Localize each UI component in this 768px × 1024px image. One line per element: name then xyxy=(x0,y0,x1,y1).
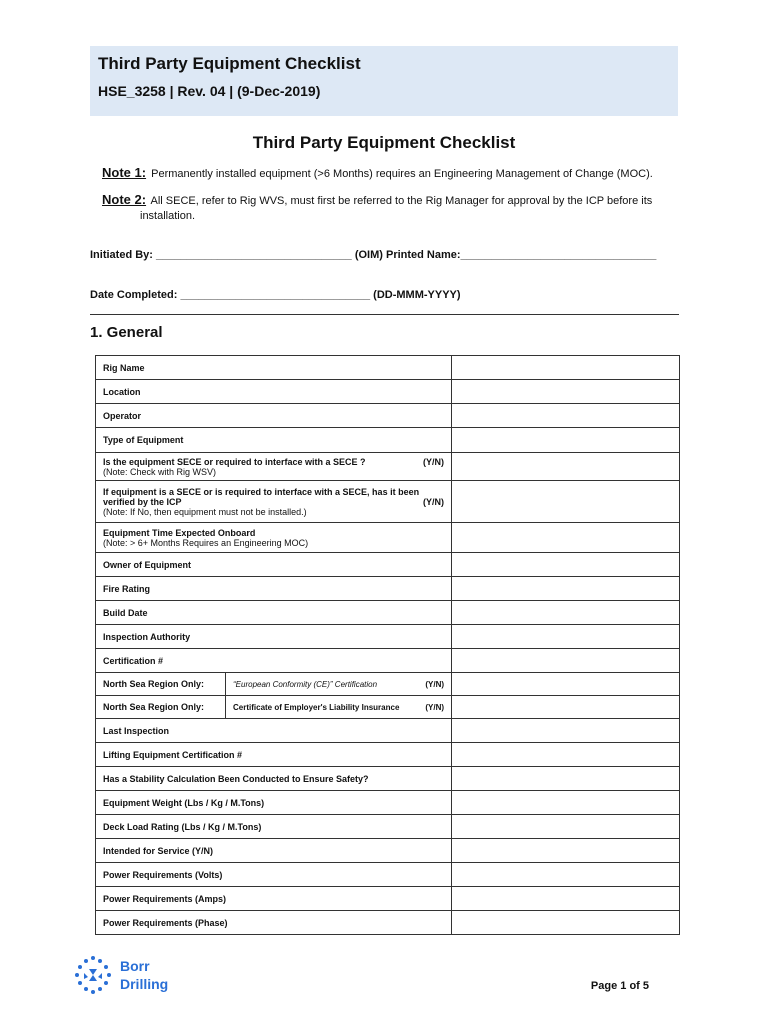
sece-note: (Note: Check with Rig WSV) xyxy=(103,466,217,477)
row-label: Power Requirements (Volts) xyxy=(96,863,452,887)
row-label: Type of Equipment xyxy=(96,428,452,453)
sece-question: Is the equipment SECE or required to interface with a SECE ? xyxy=(103,456,366,467)
table-row xyxy=(96,911,680,935)
value-cell[interactable] xyxy=(452,625,680,649)
row-label: Power Requirements (Amps) xyxy=(96,887,452,911)
row-label: Certification # xyxy=(96,649,452,673)
note-1-label: Note 1: xyxy=(102,165,147,180)
insurance-text: Certificate of Employer's Liability Insurance xyxy=(233,702,400,712)
table-row xyxy=(96,453,680,481)
value-cell[interactable] xyxy=(452,673,680,696)
table-row xyxy=(96,481,680,523)
table-row xyxy=(96,839,680,863)
document-header xyxy=(90,46,678,116)
table-row xyxy=(96,601,680,625)
yn-marker: (Y/N) xyxy=(425,679,445,689)
value-cell[interactable] xyxy=(452,428,680,453)
table-row xyxy=(96,625,680,649)
table-row xyxy=(96,863,680,887)
value-cell[interactable] xyxy=(452,481,680,523)
row-label: North Sea Region Only: xyxy=(96,673,226,696)
row-label: Location xyxy=(96,380,452,404)
row-label: Owner of Equipment xyxy=(96,553,452,577)
value-cell[interactable] xyxy=(452,719,680,743)
header-subtitle: HSE_3258 | Rev. 04 | (9-Dec-2019) xyxy=(98,83,321,99)
note-2-label: Note 2: xyxy=(102,192,147,207)
value-cell[interactable] xyxy=(452,887,680,911)
verified-note: (Note: If No, then equipment must not be installed.) xyxy=(103,506,307,517)
section-title: 1. General xyxy=(90,324,163,341)
row-label: Intended for Service (Y/N) xyxy=(96,839,452,863)
ce-cert-text: “European Conformity (CE)” Certification xyxy=(233,679,378,689)
table-row xyxy=(96,696,680,719)
value-cell[interactable] xyxy=(452,911,680,935)
yn-marker: (Y/N) xyxy=(423,496,445,507)
note-1 xyxy=(102,165,653,182)
row-label: Last Inspection xyxy=(96,719,452,743)
row-label: Fire Rating xyxy=(96,577,452,601)
general-table xyxy=(95,355,680,935)
table-row xyxy=(96,743,680,767)
logo-line-1: Borr xyxy=(120,958,150,974)
verified-question-1: If equipment is a SECE or is required to interface with a SECE, has it been xyxy=(103,486,420,497)
note-1-text: Permanently installed equipment (>6 Months) requires an Engineering Management of Change (MOC). xyxy=(151,168,653,180)
table-row xyxy=(96,577,680,601)
row-label xyxy=(96,453,452,481)
value-cell[interactable] xyxy=(452,649,680,673)
note-2-text: All SECE, refer to Rig WVS, must first be referred to the Rig Manager for approval by the ICP before its xyxy=(150,195,653,207)
initiated-by-field[interactable]: Initiated By: ________________________________ (OIM) Printed Name:________________________________ xyxy=(90,249,657,261)
value-cell[interactable] xyxy=(452,356,680,380)
table-row xyxy=(96,815,680,839)
date-completed-field[interactable]: Date Completed: _______________________________ (DD-MMM-YYYY) xyxy=(90,289,461,301)
row-label: Power Requirements (Phase) xyxy=(96,911,452,935)
row-label: Rig Name xyxy=(96,356,452,380)
row-label: Has a Stability Calculation Been Conducted to Ensure Safety? xyxy=(96,767,452,791)
value-cell[interactable] xyxy=(452,577,680,601)
value-cell[interactable] xyxy=(452,743,680,767)
table-row xyxy=(96,356,680,380)
row-label xyxy=(96,523,452,553)
table-row xyxy=(96,404,680,428)
value-cell[interactable] xyxy=(452,380,680,404)
table-row xyxy=(96,767,680,791)
page-title: Third Party Equipment Checklist xyxy=(252,133,516,152)
value-cell[interactable] xyxy=(452,404,680,428)
table-row xyxy=(96,523,680,553)
logo-wordmark xyxy=(120,957,168,993)
row-label: Build Date xyxy=(96,601,452,625)
time-note: (Note: > 6+ Months Requires an Engineering MOC) xyxy=(103,537,309,548)
row-label: Lifting Equipment Certification # xyxy=(96,743,452,767)
value-cell[interactable] xyxy=(452,523,680,553)
value-cell[interactable] xyxy=(452,696,680,719)
divider xyxy=(90,314,679,315)
row-label: Operator xyxy=(96,404,452,428)
row-label: North Sea Region Only: xyxy=(96,696,226,719)
value-cell[interactable] xyxy=(452,839,680,863)
table-row xyxy=(96,791,680,815)
row-label xyxy=(96,481,452,523)
value-cell[interactable] xyxy=(452,553,680,577)
row-label: Deck Load Rating (Lbs / Kg / M.Tons) xyxy=(96,815,452,839)
table-row xyxy=(96,649,680,673)
value-cell[interactable] xyxy=(452,767,680,791)
table-row xyxy=(96,673,680,696)
page-number: Page 1 of 5 xyxy=(590,980,649,992)
value-cell[interactable] xyxy=(452,791,680,815)
note-2-text-cont: installation. xyxy=(140,210,196,222)
table-row xyxy=(96,428,680,453)
row-sublabel xyxy=(226,673,452,696)
value-cell[interactable] xyxy=(452,601,680,625)
note-2 xyxy=(102,192,672,224)
verified-question-2: verified by the ICP xyxy=(103,496,182,507)
value-cell[interactable] xyxy=(452,453,680,481)
borr-logo-icon xyxy=(72,955,114,997)
company-logo xyxy=(72,955,169,1002)
header-title: Third Party Equipment Checklist xyxy=(98,54,361,73)
yn-marker: (Y/N) xyxy=(423,456,445,467)
row-sublabel xyxy=(226,696,452,719)
value-cell[interactable] xyxy=(452,815,680,839)
yn-marker: (Y/N) xyxy=(425,702,445,712)
table-row xyxy=(96,887,680,911)
table-row xyxy=(96,719,680,743)
table-row xyxy=(96,553,680,577)
time-question: Equipment Time Expected Onboard xyxy=(103,527,256,538)
row-label: Inspection Authority xyxy=(96,625,452,649)
row-label: Equipment Weight (Lbs / Kg / M.Tons) xyxy=(96,791,452,815)
value-cell[interactable] xyxy=(452,863,680,887)
logo-line-2: Drilling xyxy=(120,976,169,992)
table-row xyxy=(96,380,680,404)
